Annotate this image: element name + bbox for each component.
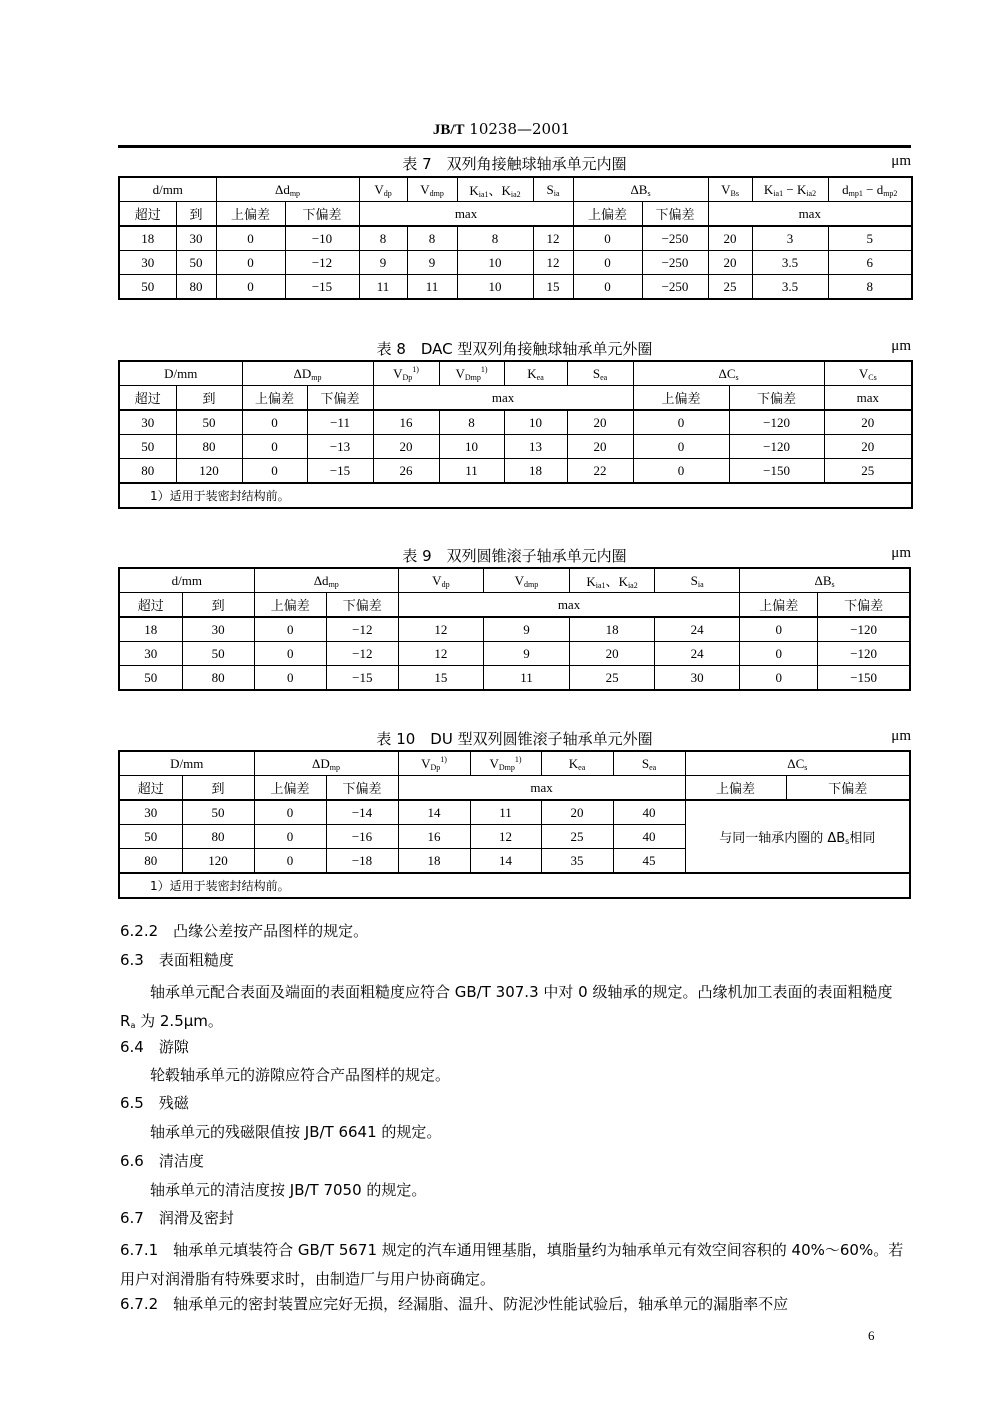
table-cell: 6	[828, 251, 912, 275]
sub-to: 到	[182, 776, 254, 801]
table-cell: 9	[359, 251, 407, 275]
table-cell: −250	[642, 226, 708, 251]
sub-max: max	[373, 386, 633, 411]
table-cell: −250	[642, 251, 708, 275]
table-cell: 20	[708, 251, 752, 275]
sub-upper: 上偏差	[685, 776, 786, 801]
sub-max: max	[359, 202, 573, 227]
sub-upper: 上偏差	[242, 386, 307, 411]
table9-title: 表 9 双列圆锥滚子轴承单元内圈	[402, 547, 627, 565]
table8-header-row	[119, 361, 912, 386]
page-number: 6	[868, 1328, 875, 1343]
table-row	[119, 666, 910, 691]
table-cell: 18	[504, 459, 567, 484]
col-sea: $S_{ea}$	[567, 361, 633, 386]
table-cell: 0	[254, 825, 326, 849]
table-cell: 0	[573, 251, 642, 275]
table-cell: 30	[119, 642, 182, 666]
sub-to: 到	[182, 593, 254, 618]
col-vdp: $V_{Dp}^{1)}$	[398, 751, 470, 776]
merged-same-as-inner-ring-cell: 与同一轴承内圈的 $\Delta B_s$相同	[685, 800, 910, 873]
standard-number: 10238—2001	[469, 120, 571, 138]
sub-lower: 下偏差	[326, 593, 398, 618]
table-cell: 10	[439, 435, 504, 459]
section-6-7-2: 6.7.2 轴承单元的密封装置应完好无损，经漏脂、温升、防泥沙性能试验后，轴承单元的漏脂率不应	[120, 1295, 789, 1313]
sub-to: 到	[176, 386, 242, 411]
table-cell: 15	[398, 666, 483, 691]
col-delta-dmp: $\Delta D_{mp}$	[242, 361, 373, 386]
table-cell: −120	[818, 617, 910, 642]
section-6-6-text: 轴承单元的清洁度按 JB/T 7050 的规定。	[150, 1181, 427, 1199]
table-cell: 12	[398, 617, 483, 642]
table10-title: 表 10 DU 型双列圆锥滚子轴承单元外圈	[376, 730, 653, 748]
table10	[118, 750, 911, 899]
table-cell: 80	[182, 666, 254, 691]
sub-upper: 上偏差	[254, 776, 326, 801]
table-cell: 3.5	[752, 275, 828, 300]
table-cell: 18	[570, 617, 655, 642]
table-cell: 0	[740, 642, 818, 666]
table-cell: 50	[182, 800, 254, 825]
table-cell: −16	[326, 825, 398, 849]
sub-max: max	[824, 386, 912, 411]
standard-code: JB/T	[432, 122, 465, 138]
section-6-7-heading: 6.7 润滑及密封	[120, 1209, 234, 1227]
table10-caption	[118, 728, 911, 748]
col-kia: $K_{ia1}$、$K_{ia2}$	[570, 568, 655, 593]
table-cell: 120	[182, 849, 254, 874]
table-cell: 16	[398, 825, 470, 849]
sub-max: max	[398, 593, 739, 618]
sub-lower: 下偏差	[326, 776, 398, 801]
section-6-4-text: 轮毂轴承单元的游隙应符合产品图样的规定。	[150, 1066, 451, 1084]
table-cell: 11	[439, 459, 504, 484]
table-cell: −250	[642, 275, 708, 300]
table-cell: 18	[119, 226, 176, 251]
table-cell: 50	[119, 275, 176, 300]
table-cell: −13	[307, 435, 373, 459]
table-cell: 10	[457, 275, 533, 300]
table-cell: 20	[708, 226, 752, 251]
table-cell: 50	[119, 666, 182, 691]
table-cell: 25	[708, 275, 752, 300]
table-cell: 30	[655, 666, 740, 691]
table-row	[119, 435, 912, 459]
col-delta-cs: $\Delta C_s$	[685, 751, 910, 776]
sub-lower: 下偏差	[307, 386, 373, 411]
document-header	[0, 120, 1003, 139]
col-delta-bs: $\Delta B_s$	[740, 568, 910, 593]
col-delta-dmp: $\Delta D_{mp}$	[254, 751, 398, 776]
table-cell: 0	[633, 410, 729, 435]
col-vbs: $V_{Bs}$	[708, 177, 752, 202]
table-cell: 80	[119, 459, 176, 484]
table-cell: 10	[457, 251, 533, 275]
table-cell: 50	[176, 410, 242, 435]
table-cell: −11	[307, 410, 373, 435]
table-row	[119, 275, 912, 300]
table-cell: 3	[752, 226, 828, 251]
table-row	[119, 251, 912, 275]
table-cell: 20	[567, 410, 633, 435]
table-cell: 12	[533, 251, 573, 275]
sub-over: 超过	[119, 202, 176, 227]
table9	[118, 567, 911, 691]
sub-lower: 下偏差	[786, 776, 910, 801]
table-cell: 20	[824, 410, 912, 435]
col-vdmp: $V_{Dmp}^{1)}$	[470, 751, 541, 776]
table-cell: −120	[818, 642, 910, 666]
table8-unit: μm	[891, 338, 911, 354]
table-cell: 14	[470, 849, 541, 874]
col-vdp: $V_{dp}$	[398, 568, 483, 593]
table-cell: 0	[242, 459, 307, 484]
table-cell: 18	[398, 849, 470, 874]
sub-max: max	[398, 776, 685, 801]
col-vdp: $V_{dp}$	[359, 177, 407, 202]
table-cell: 11	[470, 800, 541, 825]
table-cell: 12	[533, 226, 573, 251]
table-row	[119, 642, 910, 666]
table9-caption	[118, 545, 911, 565]
table-cell: 0	[633, 435, 729, 459]
table-cell: 8	[407, 226, 457, 251]
table-cell: 11	[483, 666, 569, 691]
table-cell: −10	[285, 226, 359, 251]
table-cell: 0	[254, 666, 326, 691]
table-cell: 9	[483, 617, 569, 642]
table-cell: −12	[326, 642, 398, 666]
table-cell: 8	[457, 226, 533, 251]
table-cell: −15	[326, 666, 398, 691]
table-cell: 40	[613, 800, 685, 825]
table-cell: 0	[740, 617, 818, 642]
sub-lower: 下偏差	[818, 593, 910, 618]
table-cell: 30	[176, 226, 216, 251]
table-cell: 14	[398, 800, 470, 825]
table-cell: −120	[729, 410, 824, 435]
section-6-6-heading: 6.6 清洁度	[120, 1152, 204, 1170]
table9-subheader-row	[119, 593, 910, 618]
col-delta-bs: $\Delta B_s$	[573, 177, 708, 202]
table-cell: 0	[573, 275, 642, 300]
col-vdmp: $V_{Dmp}^{1)}$	[439, 361, 504, 386]
table-cell: 24	[655, 617, 740, 642]
table9-unit: μm	[891, 545, 911, 561]
table-cell: 15	[533, 275, 573, 300]
col-vcs: $V_{Cs}$	[824, 361, 912, 386]
table-cell: 8	[359, 226, 407, 251]
table7-caption	[118, 153, 911, 173]
section-6-3-heading: 6.3 表面粗糙度	[120, 951, 234, 969]
table-cell: 9	[407, 251, 457, 275]
table-cell: 0	[254, 642, 326, 666]
table-cell: 10	[504, 410, 567, 435]
table-cell: 80	[119, 849, 182, 874]
col-kea: $K_{ea}$	[541, 751, 613, 776]
header-rule	[118, 145, 911, 148]
table-cell: 50	[182, 642, 254, 666]
table-cell: 24	[655, 642, 740, 666]
table7-unit: μm	[891, 153, 911, 169]
table-cell: 20	[567, 435, 633, 459]
table7	[118, 176, 913, 300]
col-kia-diff: $K_{ia1} - K_{ia2}$	[752, 177, 828, 202]
table-cell: 80	[182, 825, 254, 849]
table8-subheader-row	[119, 386, 912, 411]
table-cell: 0	[740, 666, 818, 691]
sub-lower: 下偏差	[642, 202, 708, 227]
table7-title: 表 7 双列角接触球轴承单元内圈	[402, 155, 627, 173]
table-row	[119, 800, 910, 825]
table8-caption	[118, 338, 911, 358]
table-cell: 12	[470, 825, 541, 849]
col-kia: $K_{ia1}$、$K_{ia2}$	[457, 177, 533, 202]
table-cell: 5	[828, 226, 912, 251]
table9-header-row	[119, 568, 910, 593]
table-cell: 35	[541, 849, 613, 874]
table8-title: 表 8 DAC 型双列角接触球轴承单元外圈	[376, 340, 653, 358]
table-cell: 0	[216, 251, 285, 275]
table-cell: 45	[613, 849, 685, 874]
table-cell: −18	[326, 849, 398, 874]
table-cell: 20	[373, 435, 439, 459]
table-cell: 0	[254, 849, 326, 874]
col-sia: $S_{ia}$	[533, 177, 573, 202]
sub-lower: 下偏差	[729, 386, 824, 411]
table-cell: 0	[254, 617, 326, 642]
table-cell: 30	[182, 617, 254, 642]
table-cell: 40	[613, 825, 685, 849]
table10-unit: μm	[891, 728, 911, 744]
table-cell: 20	[541, 800, 613, 825]
col-dmm: D/mm	[119, 751, 254, 776]
col-kea: $K_{ea}$	[504, 361, 567, 386]
section-6-4-heading: 6.4 游隙	[120, 1038, 189, 1056]
sub-lower: 下偏差	[285, 202, 359, 227]
col-delta-dmp: $\Delta d_{mp}$	[216, 177, 359, 202]
table-cell: 0	[573, 226, 642, 251]
sub-over: 超过	[119, 386, 176, 411]
table-cell: 50	[119, 825, 182, 849]
sub-upper: 上偏差	[573, 202, 642, 227]
table-cell: 20	[570, 642, 655, 666]
table10-header-row	[119, 751, 910, 776]
table-cell: 0	[216, 275, 285, 300]
col-dmm: d/mm	[119, 568, 254, 593]
sub-upper: 上偏差	[254, 593, 326, 618]
table10-subheader-row	[119, 776, 910, 801]
col-vdp: $V_{Dp}^{1)}$	[373, 361, 439, 386]
table8-note-row	[119, 483, 912, 508]
table-cell: −14	[326, 800, 398, 825]
table-row	[119, 459, 912, 484]
table-cell: 30	[119, 251, 176, 275]
table-cell: −150	[818, 666, 910, 691]
sub-over: 超过	[119, 776, 182, 801]
table-cell: 30	[119, 410, 176, 435]
table-cell: 0	[633, 459, 729, 484]
table-cell: 80	[176, 435, 242, 459]
table7-header-row	[119, 177, 912, 202]
table-cell: 13	[504, 435, 567, 459]
sub-max: max	[708, 202, 912, 227]
table-cell: 80	[176, 275, 216, 300]
col-dmp-diff: $d_{mp1} - d_{mp2}$	[828, 177, 912, 202]
table-cell: 50	[176, 251, 216, 275]
table-cell: 50	[119, 435, 176, 459]
table-cell: 8	[439, 410, 504, 435]
table-cell: 20	[824, 435, 912, 459]
col-vdmp: $V_{dmp}$	[483, 568, 569, 593]
table-cell: 8	[828, 275, 912, 300]
sub-to: 到	[176, 202, 216, 227]
table-row	[119, 617, 910, 642]
table-cell: −150	[729, 459, 824, 484]
sub-upper: 上偏差	[740, 593, 818, 618]
col-vdmp: $V_{dmp}$	[407, 177, 457, 202]
sub-upper: 上偏差	[216, 202, 285, 227]
table-cell: 0	[216, 226, 285, 251]
section-6-2-2: 6.2.2 凸缘公差按产品图样的规定。	[120, 922, 369, 940]
table-cell: −120	[729, 435, 824, 459]
table8-footnote: 1）适用于装密封结构前。	[119, 483, 912, 508]
table-cell: −15	[285, 275, 359, 300]
table7-subheader-row	[119, 202, 912, 227]
table-cell: 9	[483, 642, 569, 666]
table-cell: 22	[567, 459, 633, 484]
table-row	[119, 410, 912, 435]
table-cell: 11	[359, 275, 407, 300]
table-row	[119, 226, 912, 251]
table-cell: 0	[254, 800, 326, 825]
table10-footnote: 1）适用于装密封结构前。	[119, 873, 910, 898]
col-dmm: D/mm	[119, 361, 242, 386]
table-cell: 30	[119, 800, 182, 825]
col-sea: $S_{ea}$	[613, 751, 685, 776]
table-cell: 0	[242, 410, 307, 435]
col-delta-cs: $\Delta C_s$	[633, 361, 824, 386]
col-sia: $S_{ia}$	[655, 568, 740, 593]
table-cell: 3.5	[752, 251, 828, 275]
table-cell: −15	[307, 459, 373, 484]
table10-note-row	[119, 873, 910, 898]
table-cell: 16	[373, 410, 439, 435]
table-cell: 25	[570, 666, 655, 691]
table8	[118, 360, 913, 509]
table-cell: 25	[824, 459, 912, 484]
sub-upper: 上偏差	[633, 386, 729, 411]
section-6-5-text: 轴承单元的残磁限值按 JB/T 6641 的规定。	[150, 1123, 442, 1141]
table-cell: 12	[398, 642, 483, 666]
table-cell: 18	[119, 617, 182, 642]
section-6-5-heading: 6.5 残磁	[120, 1094, 189, 1112]
col-dmm: d/mm	[119, 177, 216, 202]
table-cell: 25	[541, 825, 613, 849]
col-delta-dmp: $\Delta d_{mp}$	[254, 568, 398, 593]
table-cell: 120	[176, 459, 242, 484]
section-6-3-text: 轴承单元配合表面及端面的表面粗糙度应符合 GB/T 307.3 中对 0 级轴承的规定。凸缘机加工表面的表面粗糙度 $R_a$ 为 2.5μm。	[120, 983, 893, 1030]
table-cell: −12	[326, 617, 398, 642]
sub-over: 超过	[119, 593, 182, 618]
table-cell: 11	[407, 275, 457, 300]
table-cell: 26	[373, 459, 439, 484]
section-6-7-1: 6.7.1 轴承单元填装符合 GB/T 5671 规定的汽车通用锂基脂，填脂量约为轴承单元有效空间容积的 40%～60%。若用户对润滑脂有特殊要求时，由制造厂与用户协商确定。	[120, 1241, 904, 1288]
table-cell: −12	[285, 251, 359, 275]
table-cell: 0	[242, 435, 307, 459]
